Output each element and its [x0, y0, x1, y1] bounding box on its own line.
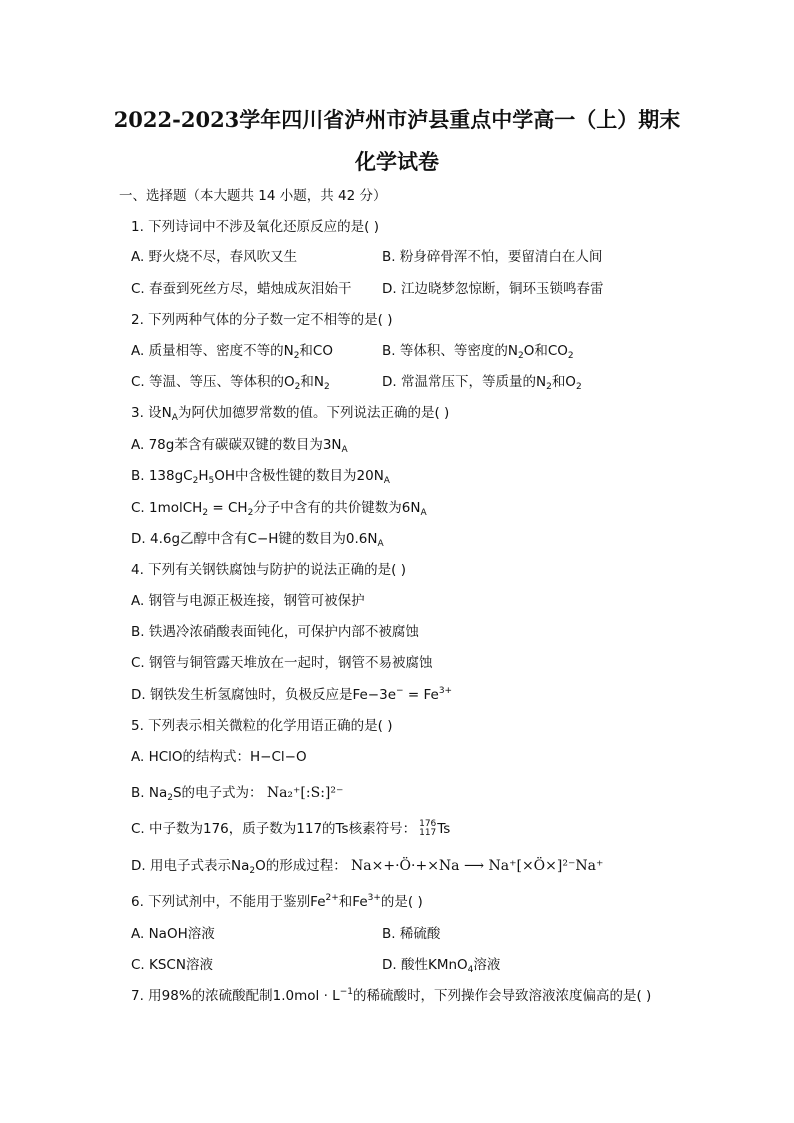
- text: 6. 下列试剂中，不能用于鉴别Fe: [131, 894, 326, 910]
- superscript: 3+: [438, 686, 453, 696]
- text: 分子中含有的共价键数为6N: [253, 500, 421, 516]
- superscript: 2+: [325, 893, 339, 903]
- question-2-option-b: [382, 342, 574, 362]
- text: B. 138gC: [131, 468, 193, 484]
- question-4-option-b: B. 铁遇冷浓硝酸表面钝化，可保护内部不被腐蚀: [131, 624, 419, 640]
- text: OH中含极性键的数目为20N: [214, 468, 384, 484]
- text: D. 4.6g乙醇中含有C−H键的数目为0.6N: [131, 531, 378, 547]
- question-6-option-d: [382, 956, 500, 976]
- question-4-option-c: C. 钢管与铜管露天堆放在一起时，钢管不易被腐蚀: [131, 655, 433, 671]
- question-6-option-b: B. 稀硫酸: [382, 926, 441, 942]
- text: A. 质量相等、密度不等的N: [131, 343, 294, 359]
- electron-formation-na2o: Na×+·Ö·+×Na ⟶ Na⁺[×Ö×]²⁻Na⁺: [351, 858, 604, 874]
- text: 7. 用98%的浓硫酸配制1.0mol · L: [131, 988, 340, 1004]
- exam-title-line1: 2022-2023学年四川省泸州市泸县重点中学高一（上）期末: [113, 107, 681, 132]
- text: D. 酸性KMnO: [382, 957, 468, 973]
- subscript: A: [341, 445, 348, 455]
- text: = Fe: [403, 687, 439, 703]
- question-2-option-d: [382, 373, 582, 393]
- subscript: 2: [294, 382, 301, 392]
- subscript: 2: [249, 866, 256, 876]
- subscript: A: [383, 476, 390, 486]
- text: D. 钢铁发生析氢腐蚀时，负极反应是Fe−3e: [131, 687, 397, 703]
- superscript: −: [396, 686, 404, 696]
- question-2-stem: 2. 下列两种气体的分子数一定不相等的是( ): [131, 312, 393, 328]
- subscript: 2: [323, 382, 330, 392]
- subscript: 2: [247, 508, 254, 518]
- text: 和O: [551, 374, 576, 390]
- question-3-option-b: [131, 467, 390, 487]
- text: 溶液: [473, 957, 501, 973]
- text: C. 1molCH: [131, 500, 203, 516]
- question-1-option-b: B. 粉身碎骨浑不怕，要留清白在人间: [382, 249, 603, 265]
- subscript: 2: [517, 351, 524, 361]
- question-6-stem: [131, 893, 423, 913]
- nuclide-symbol: Ts: [437, 821, 451, 837]
- question-3-option-d: [131, 530, 384, 550]
- text: H: [198, 468, 209, 484]
- subscript: 2: [575, 382, 582, 392]
- text: 为阿伏加德罗常数的值。下列说法正确的是( ): [177, 405, 450, 421]
- subscript: 2: [202, 508, 209, 518]
- question-5-stem: 5. 下列表示相关微粒的化学用语正确的是( ): [131, 718, 393, 734]
- text: D. 常温常压下，等质量的N: [382, 374, 547, 390]
- subscript: 2: [546, 382, 552, 392]
- superscript: −1: [339, 987, 353, 997]
- question-2-option-a: [131, 342, 333, 362]
- question-7-stem: [131, 987, 651, 1007]
- subscript: A: [171, 413, 178, 423]
- text: 和CO: [299, 343, 333, 359]
- text: 3. 设N: [131, 405, 172, 421]
- subscript: 2: [192, 476, 199, 486]
- question-4-stem: 4. 下列有关钢铁腐蚀与防护的说法正确的是( ): [131, 562, 406, 578]
- question-5-option-b: [131, 784, 343, 804]
- text: 的是( ): [380, 894, 423, 910]
- atomic-number: 117: [419, 828, 437, 838]
- subscript: 5: [208, 476, 215, 486]
- subscript: 2: [293, 351, 300, 361]
- text: B. Na: [131, 785, 168, 801]
- text: S的电子式为：: [172, 785, 263, 801]
- text: 和Fe: [338, 894, 368, 910]
- question-6-option-a: A. NaOH溶液: [131, 926, 215, 942]
- question-5-option-a: A. HClO的结构式：H−Cl−O: [131, 749, 307, 765]
- question-4-option-d: [131, 686, 452, 706]
- question-1-option-c: C. 春蚕到死丝方尽，蜡烛成灰泪始干: [131, 281, 352, 297]
- question-5-option-d: [131, 857, 603, 877]
- subscript: 2: [167, 793, 173, 803]
- subscript: 4: [467, 965, 474, 975]
- subscript: A: [420, 508, 427, 518]
- question-3-stem: [131, 404, 449, 424]
- question-1-option-a: A. 野火烧不尽，春风吹又生: [131, 249, 298, 265]
- text: C. 等温、等压、等体积的O: [131, 374, 295, 390]
- text: O和CO: [523, 343, 568, 359]
- text: B. 等体积、等密度的N: [382, 343, 518, 359]
- question-5-option-c: [131, 820, 450, 838]
- subscript: 2: [567, 351, 574, 361]
- exam-title-line2: 化学试卷: [355, 149, 439, 174]
- mass-number: 176: [419, 819, 437, 829]
- electron-formula-na2s: Na₂⁺[:S:]²⁻: [266, 785, 344, 801]
- question-3-option-a: [131, 436, 348, 456]
- question-2-option-c: [131, 373, 330, 393]
- text: 的稀硫酸时，下列操作会导致溶液浓度偏高的是( ): [352, 988, 652, 1004]
- nuclide-numbers: [419, 820, 436, 838]
- question-3-option-c: [131, 499, 427, 519]
- text: D. 用电子式表示Na: [131, 858, 250, 874]
- question-6-option-c: C. KSCN溶液: [131, 957, 213, 973]
- question-1-option-d: D. 江边晓梦忽惊断，铜环玉锁鸣春雷: [382, 281, 604, 297]
- text: C. 中子数为176，质子数为117的Ts核素符号：: [131, 821, 417, 837]
- subscript: A: [377, 539, 384, 549]
- text: = CH: [208, 500, 248, 516]
- text: A. 78g苯含有碳碳双键的数目为3N: [131, 437, 342, 453]
- text: 和N: [300, 374, 324, 390]
- text: O的形成过程：: [255, 858, 347, 874]
- section-heading: 一、选择题（本大题共 14 小题，共 42 分）: [119, 188, 387, 204]
- question-1-stem: 1. 下列诗词中不涉及氧化还原反应的是( ): [131, 219, 379, 235]
- question-4-option-a: A. 钢管与电源正极连接，钢管可被保护: [131, 593, 365, 609]
- superscript: 3+: [367, 893, 381, 903]
